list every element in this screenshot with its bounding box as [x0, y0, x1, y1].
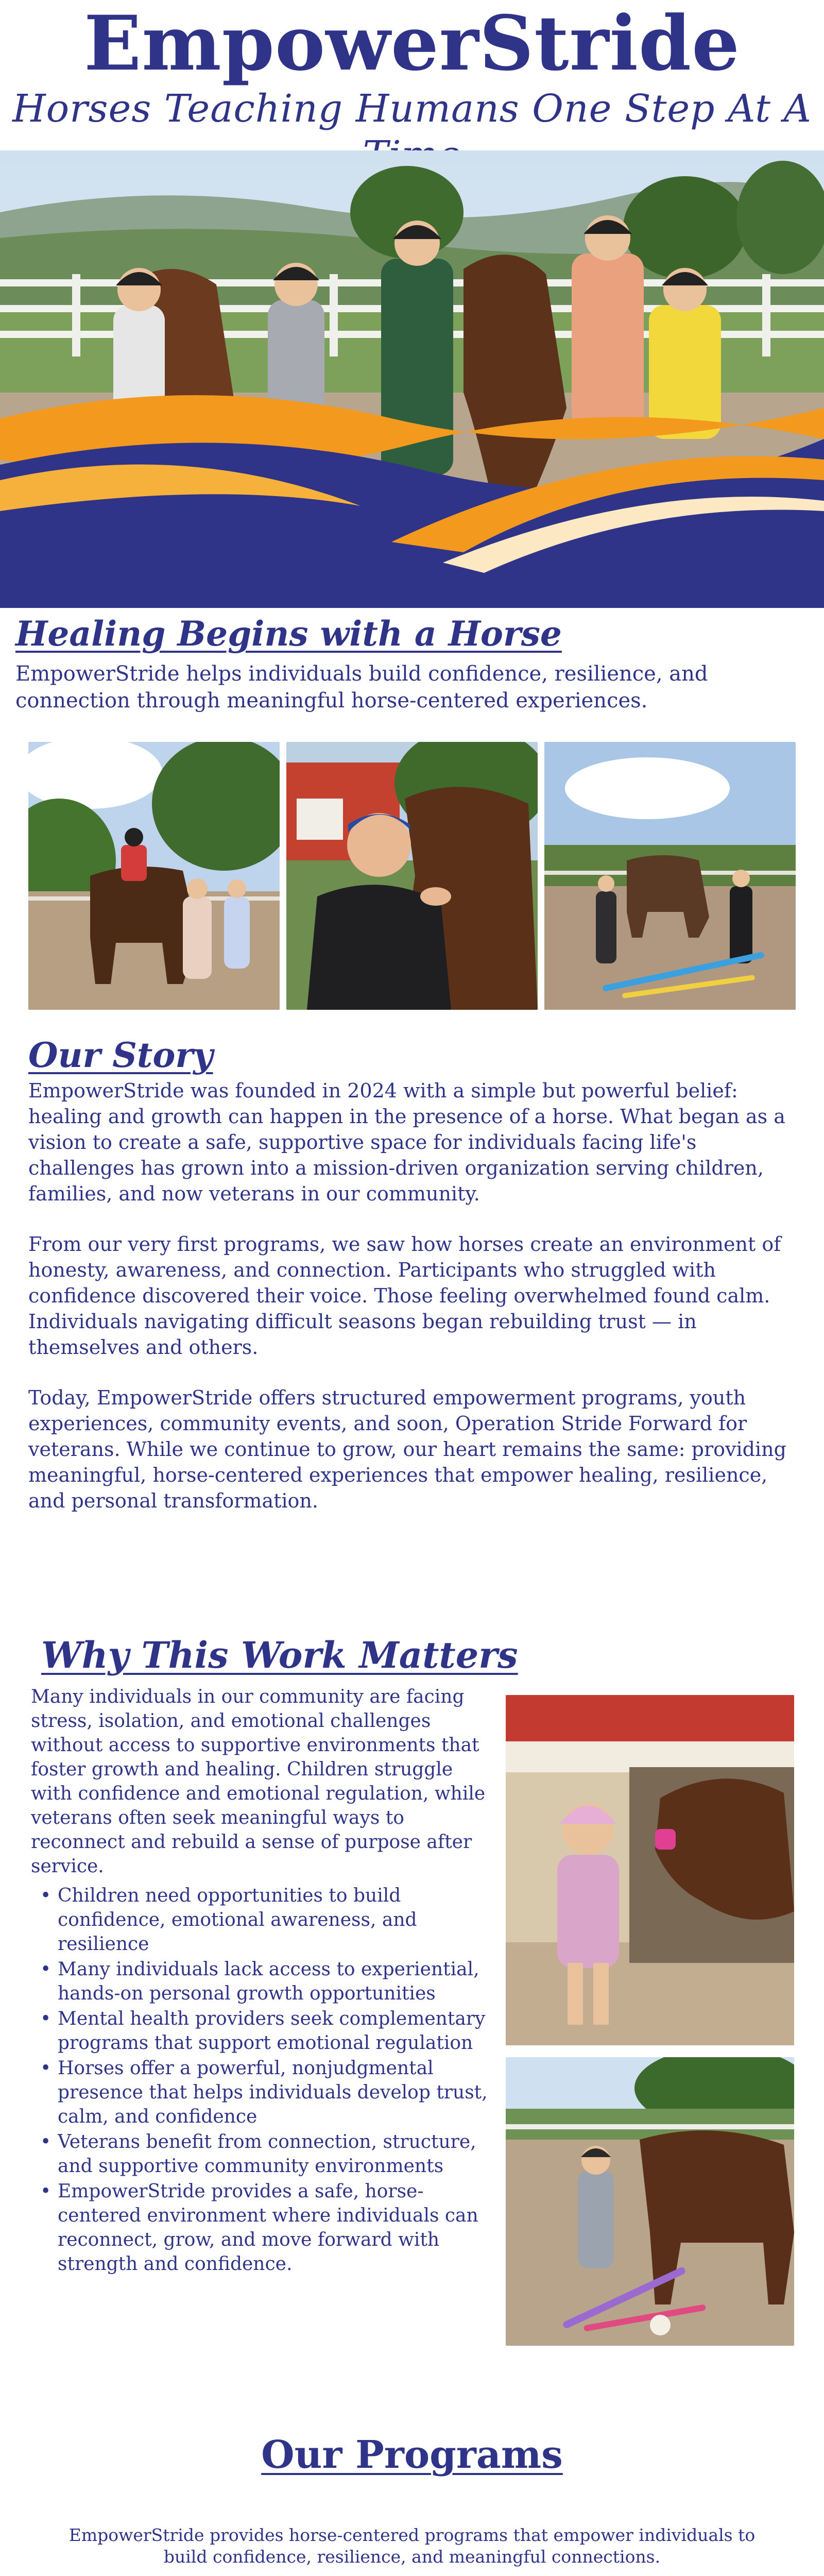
story-paragraph: Today, EmpowerStride offers structured empowerment programs, youth experiences, community events, and soon, Operation Stride Forward for veterans. While we continue to grow, our heart remains the same: providing meaningful, horse-centered experiences that empower healing, resilience, and personal transformation.: [28, 1386, 786, 1512]
story-heading: Our Story: [28, 1035, 213, 1075]
programs-heading: Our Programs: [261, 2433, 563, 2477]
photo-girl-riding: [28, 742, 280, 1010]
brand-tagline: Horses Teaching Humans One Step At A: [12, 87, 812, 131]
story-paragraph: From our very first programs, we saw how horses create an environment of honesty, awareness, and connection. Participants who struggled with confidence discovered their voice. Those feeling overwhelmed found calm. Individuals navigating difficult seasons began rebuilding trust — in themselves and others.: [28, 1233, 781, 1359]
photo-girl-leading-horse: [506, 2057, 794, 2346]
photo-boy-with-horse: [286, 742, 538, 1010]
list-item: • Veterans benefit from connection, structure, and supportive community environments: [31, 2130, 494, 2178]
story-body: [28, 1078, 796, 1514]
list-item: • Horses offer a powerful, nonjudgmental presence that helps individuals develop trust, calm, and confidence: [31, 2056, 494, 2129]
hero-wave: [0, 150, 824, 608]
photo-girl-feeding-horse: [506, 1695, 794, 2045]
programs-intro: EmpowerStride provides horse-centered programs that empower individuals to build confidence, resilience, and meaningful connections.: [68, 2525, 756, 2567]
healing-text: EmpowerStride helps individuals build confidence, resilience, and connection through meaningful horse-centered experiences.: [15, 662, 708, 713]
list-item: • Mental health providers seek complementary programs that support emotional regulation: [31, 2007, 494, 2055]
list-item: • EmpowerStride provides a safe, horse-centered environment where individuals can reconnect, grow, and move forward with strength and confidence.: [31, 2179, 494, 2276]
healing-heading: Healing Begins with a Horse: [15, 614, 562, 654]
list-item: • Children need opportunities to build confidence, emotional awareness, and resilience: [31, 1884, 494, 1956]
hero-photo: [0, 150, 824, 608]
list-item: • Many individuals lack access to experiential, hands-on personal growth opportunities: [31, 1957, 494, 2006]
why-work-heading: Why This Work Matters: [41, 1634, 518, 1676]
brand-title: EmpowerStride: [84, 0, 740, 88]
why-work-body: [31, 1685, 494, 2277]
photo-obstacle-course: [544, 742, 796, 1010]
story-paragraph: EmpowerStride was founded in 2024 with a simple but powerful belief: healing and growth can happen in the presence of a horse. What began as a vision to create a safe, supportive space for individuals facing life's challenges has grown into a mission-driven organization serving children, families, and now veterans in our community.: [28, 1079, 785, 1205]
why-work-list: [31, 1884, 494, 2276]
why-work-intro: Many individuals in our community are facing stress, isolation, and emotional challenges without access to supportive environments that foster growth and healing. Children struggle with confidence and emotional regulation, while veterans often seek meaningful ways to reconnect and rebuild a sense of purpose after service.: [31, 1686, 486, 1877]
